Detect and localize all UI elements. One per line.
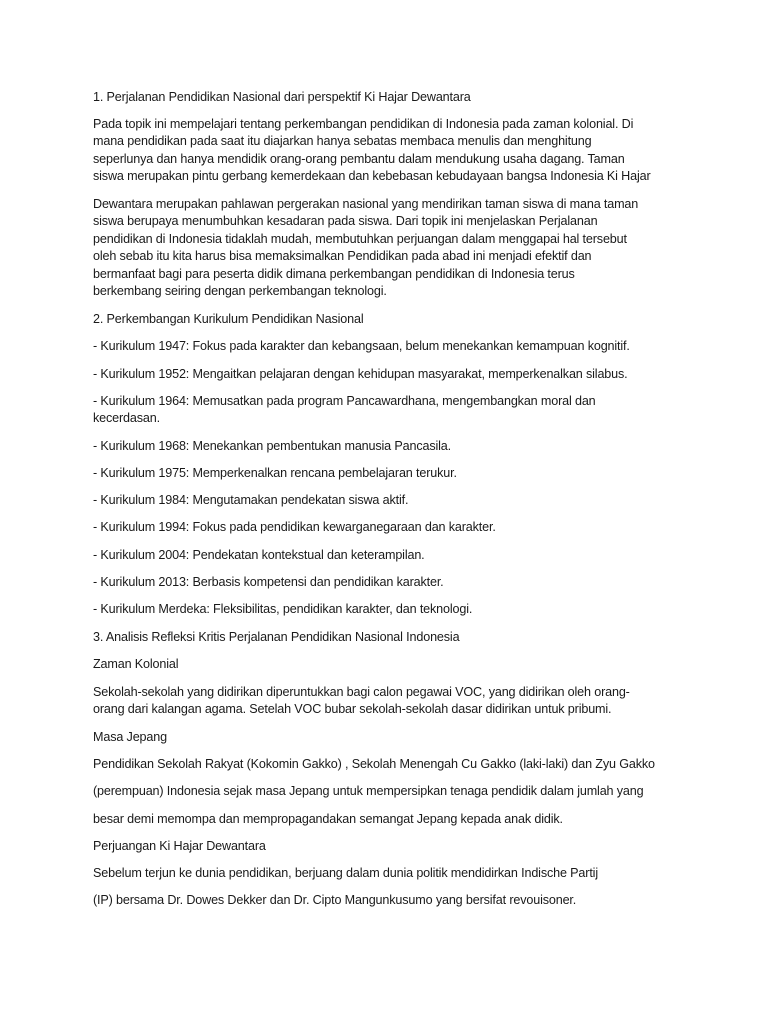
subheading-masa-jepang: Masa Jepang (93, 730, 167, 744)
section1-para2-line: berkembang seiring dengan perkembangan teknologi. (93, 284, 387, 298)
curriculum-item: - Kurikulum 2004: Pendekatan kontekstual dan keterampilan. (93, 548, 425, 562)
section1-heading: 1. Perjalanan Pendidikan Nasional dari perspektif Ki Hajar Dewantara (93, 90, 471, 104)
curriculum-item-continuation: kecerdasan. (93, 411, 160, 425)
curriculum-item: - Kurikulum 1947: Fokus pada karakter dan kebangsaan, belum menekankan kemampuan kognitif. (93, 339, 630, 353)
curriculum-item: - Kurikulum 1964: Memusatkan pada program Pancawardhana, mengembangkan moral dan (93, 394, 596, 408)
jepang-line: Pendidikan Sekolah Rakyat (Kokomin Gakko) , Sekolah Menengah Cu Gakko (laki-laki) dan Zyu Gakko (93, 757, 655, 771)
jepang-line: besar demi memompa dan mempropagandakan semangat Jepang kepada anak didik. (93, 812, 563, 826)
section2-heading: 2. Perkembangan Kurikulum Pendidikan Nasional (93, 312, 364, 326)
kolonial-line: Sekolah-sekolah yang didirikan diperuntukkan bagi calon pegawai VOC, yang didirikan oleh orang- (93, 685, 630, 699)
subheading-zaman-kolonial: Zaman Kolonial (93, 657, 179, 671)
curriculum-item: - Kurikulum 1968: Menekankan pembentukan manusia Pancasila. (93, 439, 451, 453)
curriculum-item: - Kurikulum 1984: Mengutamakan pendekatan siswa aktif. (93, 493, 409, 507)
curriculum-item: - Kurikulum Merdeka: Fleksibilitas, pendidikan karakter, dan teknologi. (93, 602, 473, 616)
perjuangan-line: (IP) bersama Dr. Dowes Dekker dan Dr. Cipto Mangunkusumo yang bersifat revouisoner. (93, 893, 577, 907)
curriculum-item: - Kurikulum 1952: Mengaitkan pelajaran dengan kehidupan masyarakat, memperkenalkan silabus. (93, 367, 628, 381)
subheading-perjuangan: Perjuangan Ki Hajar Dewantara (93, 839, 266, 853)
section1-para1-line: Pada topik ini mempelajari tentang perkembangan pendidikan di Indonesia pada zaman kolonial. Di (93, 117, 634, 131)
section3-heading: 3. Analisis Refleksi Kritis Perjalanan Pendidikan Nasional Indonesia (93, 630, 460, 644)
section1-para1-line: mana pendidikan pada saat itu diajarkan hanya sebatas membaca menulis dan menghitung (93, 134, 592, 148)
section1-para2-line: bermanfaat bagi para peserta didik dimana perkembangan pendidikan di Indonesia terus (93, 267, 575, 281)
jepang-line: (perempuan) Indonesia sejak masa Jepang untuk mempersipkan tenaga pendidik dalam jumlah yang (93, 784, 644, 798)
curriculum-item: - Kurikulum 1975: Memperkenalkan rencana pembelajaran terukur. (93, 466, 457, 480)
curriculum-item: - Kurikulum 1994: Fokus pada pendidikan kewarganegaraan dan karakter. (93, 520, 496, 534)
section1-para2-line: Dewantara merupakan pahlawan pergerakan nasional yang mendirikan taman siswa di mana taman (93, 197, 639, 211)
perjuangan-line: Sebelum terjun ke dunia pendidikan, berjuang dalam dunia politik mendidirkan Indische Partij (93, 866, 598, 880)
section1-para2-line: oleh sebab itu kita harus bisa memaksimalkan Pendidikan pada abad ini menjadi efektif dan (93, 249, 592, 263)
section1-para1-line: siswa merupakan pintu gerbang kemerdekaan dan kebebasan kebudayaan bangsa Indonesia Ki Hajar (93, 169, 651, 183)
section1-para1-line: seperlunya dan hanya mendidik orang-orang pembantu dalam mendukung usaha dagang. Taman (93, 152, 625, 166)
section1-para2-line: pendidikan di Indonesia tidaklah mudah, membutuhkan perjuangan dalam menggapai hal tersebut (93, 232, 627, 246)
kolonial-line: orang dari kalangan agama. Setelah VOC bubar sekolah-sekolah dasar didirikan untuk pribumi. (93, 702, 612, 716)
section1-para2-line: siswa berupaya menumbuhkan kesadaran pada siswa. Dari topik ini menjelaskan Perjalanan (93, 214, 598, 228)
curriculum-item: - Kurikulum 2013: Berbasis kompetensi dan pendidikan karakter. (93, 575, 444, 589)
